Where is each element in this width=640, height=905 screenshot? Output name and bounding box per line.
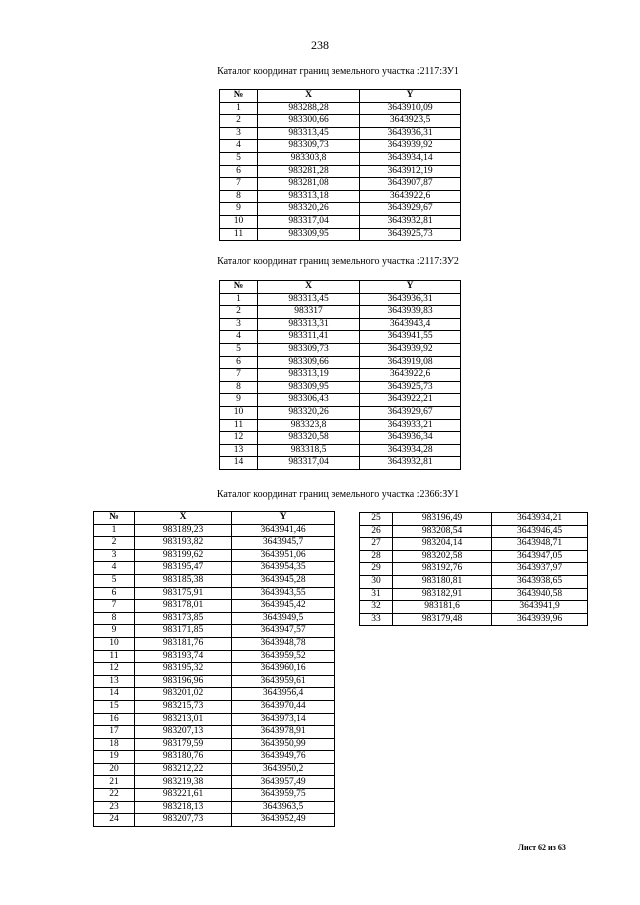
cell-y: 3643957,49	[232, 776, 335, 789]
cell-x: 983323,8	[258, 419, 360, 432]
cell-x: 983320,26	[258, 406, 360, 419]
cell-y: 3643940,58	[492, 588, 588, 601]
table-row	[220, 127, 461, 140]
catalog-caption-2366-zu1: Каталог координат границ земельного участка :2366:ЗУ1	[216, 489, 460, 500]
cell-y: 3643950,99	[232, 738, 335, 751]
coordinate-table-2366-zu1-part1	[93, 511, 335, 827]
cell-x: 983196,96	[135, 675, 232, 688]
table-row	[220, 152, 461, 165]
table-row	[220, 102, 461, 115]
cell-number: 23	[94, 801, 135, 814]
cell-y: 3643939,92	[360, 343, 461, 356]
cell-x: 983218,13	[135, 801, 232, 814]
cell-x: 983303,8	[258, 152, 360, 165]
table-row	[94, 688, 335, 701]
cell-number: 10	[94, 637, 135, 650]
cell-number: 13	[94, 675, 135, 688]
cell-y: 3643925,73	[360, 228, 461, 241]
cell-number: 16	[94, 713, 135, 726]
cell-number: 2	[220, 115, 258, 128]
cell-number: 3	[220, 318, 258, 331]
table-row	[220, 203, 461, 216]
cell-y: 3643954,35	[232, 562, 335, 575]
cell-x: 983185,38	[135, 574, 232, 587]
column-header-number: №	[220, 90, 258, 103]
cell-number: 8	[220, 190, 258, 203]
cell-y: 3643919,08	[360, 356, 461, 369]
cell-x: 983317,04	[258, 215, 360, 228]
table-row	[220, 178, 461, 191]
cell-y: 3643939,92	[360, 140, 461, 153]
cell-x: 983179,59	[135, 738, 232, 751]
cell-x: 983300,66	[258, 115, 360, 128]
table-row	[94, 663, 335, 676]
table-row	[94, 562, 335, 575]
cell-y: 3643941,9	[492, 601, 588, 614]
cell-x: 983288,28	[258, 102, 360, 115]
cell-y: 3643925,73	[360, 381, 461, 394]
cell-number: 14	[220, 457, 258, 470]
column-header-x: X	[258, 281, 360, 294]
table-row	[94, 537, 335, 550]
cell-x: 983207,13	[135, 726, 232, 739]
cell-x: 983213,01	[135, 713, 232, 726]
cell-y: 3643973,14	[232, 713, 335, 726]
table-row	[220, 331, 461, 344]
cell-number: 31	[360, 588, 393, 601]
cell-x: 983195,32	[135, 663, 232, 676]
cell-x: 983182,91	[393, 588, 492, 601]
cell-number: 1	[94, 524, 135, 537]
table-row	[220, 419, 461, 432]
cell-x: 983178,01	[135, 600, 232, 613]
cell-number: 26	[360, 525, 393, 538]
cell-number: 27	[360, 538, 393, 551]
cell-number: 13	[220, 444, 258, 457]
cell-x: 983199,62	[135, 549, 232, 562]
cell-y: 3643956,4	[232, 688, 335, 701]
cell-y: 3643934,14	[360, 152, 461, 165]
coordinate-table-2117-zu1	[219, 89, 461, 241]
table-row	[220, 140, 461, 153]
cell-number: 10	[220, 215, 258, 228]
table-row	[94, 574, 335, 587]
cell-y: 3643912,19	[360, 165, 461, 178]
cell-x: 983320,26	[258, 203, 360, 216]
cell-number: 4	[94, 562, 135, 575]
table-row	[94, 612, 335, 625]
cell-x: 983318,5	[258, 444, 360, 457]
cell-y: 3643943,4	[360, 318, 461, 331]
cell-number: 20	[94, 763, 135, 776]
cell-y: 3643907,87	[360, 178, 461, 191]
cell-x: 983193,74	[135, 650, 232, 663]
cell-x: 983175,91	[135, 587, 232, 600]
table-row	[94, 814, 335, 827]
cell-y: 3643950,2	[232, 763, 335, 776]
cell-y: 3643922,6	[360, 369, 461, 382]
cell-y: 3643922,21	[360, 394, 461, 407]
column-header-y: Y	[360, 90, 461, 103]
cell-x: 983317	[258, 306, 360, 319]
cell-x: 983309,73	[258, 140, 360, 153]
cell-x: 983219,38	[135, 776, 232, 789]
cell-x: 983181,76	[135, 637, 232, 650]
table-row	[360, 563, 588, 576]
column-header-x: X	[258, 90, 360, 103]
cell-x: 983313,19	[258, 369, 360, 382]
table-row	[94, 726, 335, 739]
cell-x: 983207,73	[135, 814, 232, 827]
cell-x: 983171,85	[135, 625, 232, 638]
cell-number: 11	[220, 419, 258, 432]
cell-y: 3643945,42	[232, 600, 335, 613]
table-row	[220, 457, 461, 470]
cell-y: 3643936,31	[360, 293, 461, 306]
cell-number: 7	[220, 369, 258, 382]
cell-x: 983173,85	[135, 612, 232, 625]
table-row	[220, 343, 461, 356]
cell-y: 3643929,67	[360, 203, 461, 216]
column-header-number: №	[94, 512, 135, 525]
table-row	[220, 432, 461, 445]
table-row	[220, 228, 461, 241]
cell-number: 7	[94, 600, 135, 613]
table-row	[94, 549, 335, 562]
cell-y: 3643959,75	[232, 789, 335, 802]
table-row	[94, 763, 335, 776]
table-row	[94, 650, 335, 663]
cell-x: 983193,82	[135, 537, 232, 550]
cell-number: 1	[220, 102, 258, 115]
cell-x: 983309,95	[258, 228, 360, 241]
table-row	[94, 751, 335, 764]
cell-y: 3643932,81	[360, 215, 461, 228]
cell-x: 983320,58	[258, 432, 360, 445]
cell-y: 3643960,16	[232, 663, 335, 676]
cell-number: 3	[220, 127, 258, 140]
cell-number: 9	[220, 394, 258, 407]
cell-y: 3643951,06	[232, 549, 335, 562]
cell-y: 3643947,05	[492, 550, 588, 563]
cell-number: 10	[220, 406, 258, 419]
table-row	[220, 165, 461, 178]
table-row	[360, 538, 588, 551]
table-row	[360, 575, 588, 588]
cell-y: 3643923,5	[360, 115, 461, 128]
cell-number: 14	[94, 688, 135, 701]
cell-number: 5	[94, 574, 135, 587]
cell-y: 3643939,83	[360, 306, 461, 319]
cell-x: 983192,76	[393, 563, 492, 576]
table-row	[220, 293, 461, 306]
sheet-footer: Лист 62 из 63	[518, 843, 566, 852]
cell-number: 11	[220, 228, 258, 241]
cell-y: 3643937,97	[492, 563, 588, 576]
cell-x: 983309,66	[258, 356, 360, 369]
cell-x: 983212,22	[135, 763, 232, 776]
cell-x: 983306,43	[258, 394, 360, 407]
column-header-x: X	[135, 512, 232, 525]
cell-x: 983313,45	[258, 293, 360, 306]
cell-number: 17	[94, 726, 135, 739]
cell-number: 9	[220, 203, 258, 216]
cell-y: 3643970,44	[232, 700, 335, 713]
cell-number: 15	[94, 700, 135, 713]
cell-y: 3643936,31	[360, 127, 461, 140]
table-row	[220, 306, 461, 319]
cell-number: 2	[220, 306, 258, 319]
cell-number: 6	[94, 587, 135, 600]
cell-number: 12	[220, 432, 258, 445]
cell-number: 1	[220, 293, 258, 306]
table-row	[360, 588, 588, 601]
cell-number: 12	[94, 663, 135, 676]
cell-x: 983313,45	[258, 127, 360, 140]
cell-y: 3643936,34	[360, 432, 461, 445]
cell-x: 983195,47	[135, 562, 232, 575]
cell-number: 11	[94, 650, 135, 663]
cell-y: 3643941,55	[360, 331, 461, 344]
cell-x: 983196,49	[393, 513, 492, 526]
cell-x: 983281,08	[258, 178, 360, 191]
cell-y: 3643948,78	[232, 637, 335, 650]
cell-number: 32	[360, 601, 393, 614]
cell-number: 8	[220, 381, 258, 394]
table-row	[94, 637, 335, 650]
cell-y: 3643941,46	[232, 524, 335, 537]
table-row	[94, 600, 335, 613]
table-row	[220, 369, 461, 382]
cell-number: 8	[94, 612, 135, 625]
cell-number: 6	[220, 356, 258, 369]
table-row	[94, 738, 335, 751]
table-row	[220, 444, 461, 457]
cell-number: 24	[94, 814, 135, 827]
cell-number: 33	[360, 613, 393, 626]
table-row	[360, 550, 588, 563]
cell-y: 3643939,96	[492, 613, 588, 626]
table-row	[220, 115, 461, 128]
table-row	[94, 801, 335, 814]
table-row	[94, 587, 335, 600]
cell-x: 983311,41	[258, 331, 360, 344]
catalog-caption-2117-zu2: Каталог координат границ земельного участка :2117:ЗУ2	[217, 256, 459, 267]
column-header-y: Y	[232, 512, 335, 525]
table-row	[360, 613, 588, 626]
table-row	[360, 513, 588, 526]
cell-y: 3643949,5	[232, 612, 335, 625]
coordinate-table-2117-zu2	[219, 280, 461, 470]
table-row	[220, 356, 461, 369]
cell-y: 3643947,57	[232, 625, 335, 638]
cell-y: 3643929,67	[360, 406, 461, 419]
cell-x: 983181,6	[393, 601, 492, 614]
cell-number: 21	[94, 776, 135, 789]
cell-number: 5	[220, 152, 258, 165]
coordinate-table-2366-zu1-part2	[359, 512, 588, 626]
cell-y: 3643946,45	[492, 525, 588, 538]
cell-x: 983317,04	[258, 457, 360, 470]
cell-x: 983309,73	[258, 343, 360, 356]
column-header-number: №	[220, 281, 258, 294]
catalog-caption-2117-zu1: Каталог координат границ земельного участка :2117:ЗУ1	[217, 66, 459, 77]
cell-y: 3643934,21	[492, 513, 588, 526]
table-row	[220, 394, 461, 407]
cell-x: 983309,95	[258, 381, 360, 394]
cell-number: 30	[360, 575, 393, 588]
table-row	[94, 789, 335, 802]
cell-y: 3643938,65	[492, 575, 588, 588]
cell-y: 3643934,28	[360, 444, 461, 457]
cell-x: 983201,02	[135, 688, 232, 701]
cell-number: 28	[360, 550, 393, 563]
table-row	[94, 675, 335, 688]
cell-number: 6	[220, 165, 258, 178]
table-row	[220, 406, 461, 419]
cell-x: 983180,76	[135, 751, 232, 764]
table-row	[94, 713, 335, 726]
table-row	[94, 524, 335, 537]
table-row	[220, 190, 461, 203]
cell-y: 3643952,49	[232, 814, 335, 827]
cell-y: 3643949,76	[232, 751, 335, 764]
page-number: 238	[311, 38, 329, 52]
table-row	[220, 215, 461, 228]
cell-number: 4	[220, 331, 258, 344]
table-row	[94, 625, 335, 638]
table-row	[220, 381, 461, 394]
cell-x: 983204,14	[393, 538, 492, 551]
cell-number: 19	[94, 751, 135, 764]
cell-x: 983180,81	[393, 575, 492, 588]
cell-y: 3643943,55	[232, 587, 335, 600]
cell-number: 2	[94, 537, 135, 550]
cell-x: 983208,54	[393, 525, 492, 538]
cell-number: 22	[94, 789, 135, 802]
cell-y: 3643933,21	[360, 419, 461, 432]
cell-y: 3643922,6	[360, 190, 461, 203]
cell-x: 983202,58	[393, 550, 492, 563]
cell-y: 3643959,61	[232, 675, 335, 688]
cell-number: 4	[220, 140, 258, 153]
cell-x: 983281,28	[258, 165, 360, 178]
cell-y: 3643945,7	[232, 537, 335, 550]
table-row	[220, 318, 461, 331]
cell-x: 983189,23	[135, 524, 232, 537]
cell-y: 3643948,71	[492, 538, 588, 551]
cell-y: 3643978,91	[232, 726, 335, 739]
cell-x: 983313,31	[258, 318, 360, 331]
cell-number: 3	[94, 549, 135, 562]
cell-number: 18	[94, 738, 135, 751]
cell-number: 9	[94, 625, 135, 638]
cell-x: 983221,61	[135, 789, 232, 802]
cell-number: 5	[220, 343, 258, 356]
cell-number: 7	[220, 178, 258, 191]
column-header-y: Y	[360, 281, 461, 294]
cell-y: 3643932,81	[360, 457, 461, 470]
cell-number: 29	[360, 563, 393, 576]
cell-x: 983313,18	[258, 190, 360, 203]
cell-y: 3643910,09	[360, 102, 461, 115]
cell-x: 983179,48	[393, 613, 492, 626]
table-row	[360, 525, 588, 538]
cell-x: 983215,73	[135, 700, 232, 713]
cell-number: 25	[360, 513, 393, 526]
cell-y: 3643963,5	[232, 801, 335, 814]
table-row	[94, 776, 335, 789]
cell-y: 3643945,28	[232, 574, 335, 587]
cell-y: 3643959,52	[232, 650, 335, 663]
table-row	[94, 700, 335, 713]
table-row	[360, 601, 588, 614]
